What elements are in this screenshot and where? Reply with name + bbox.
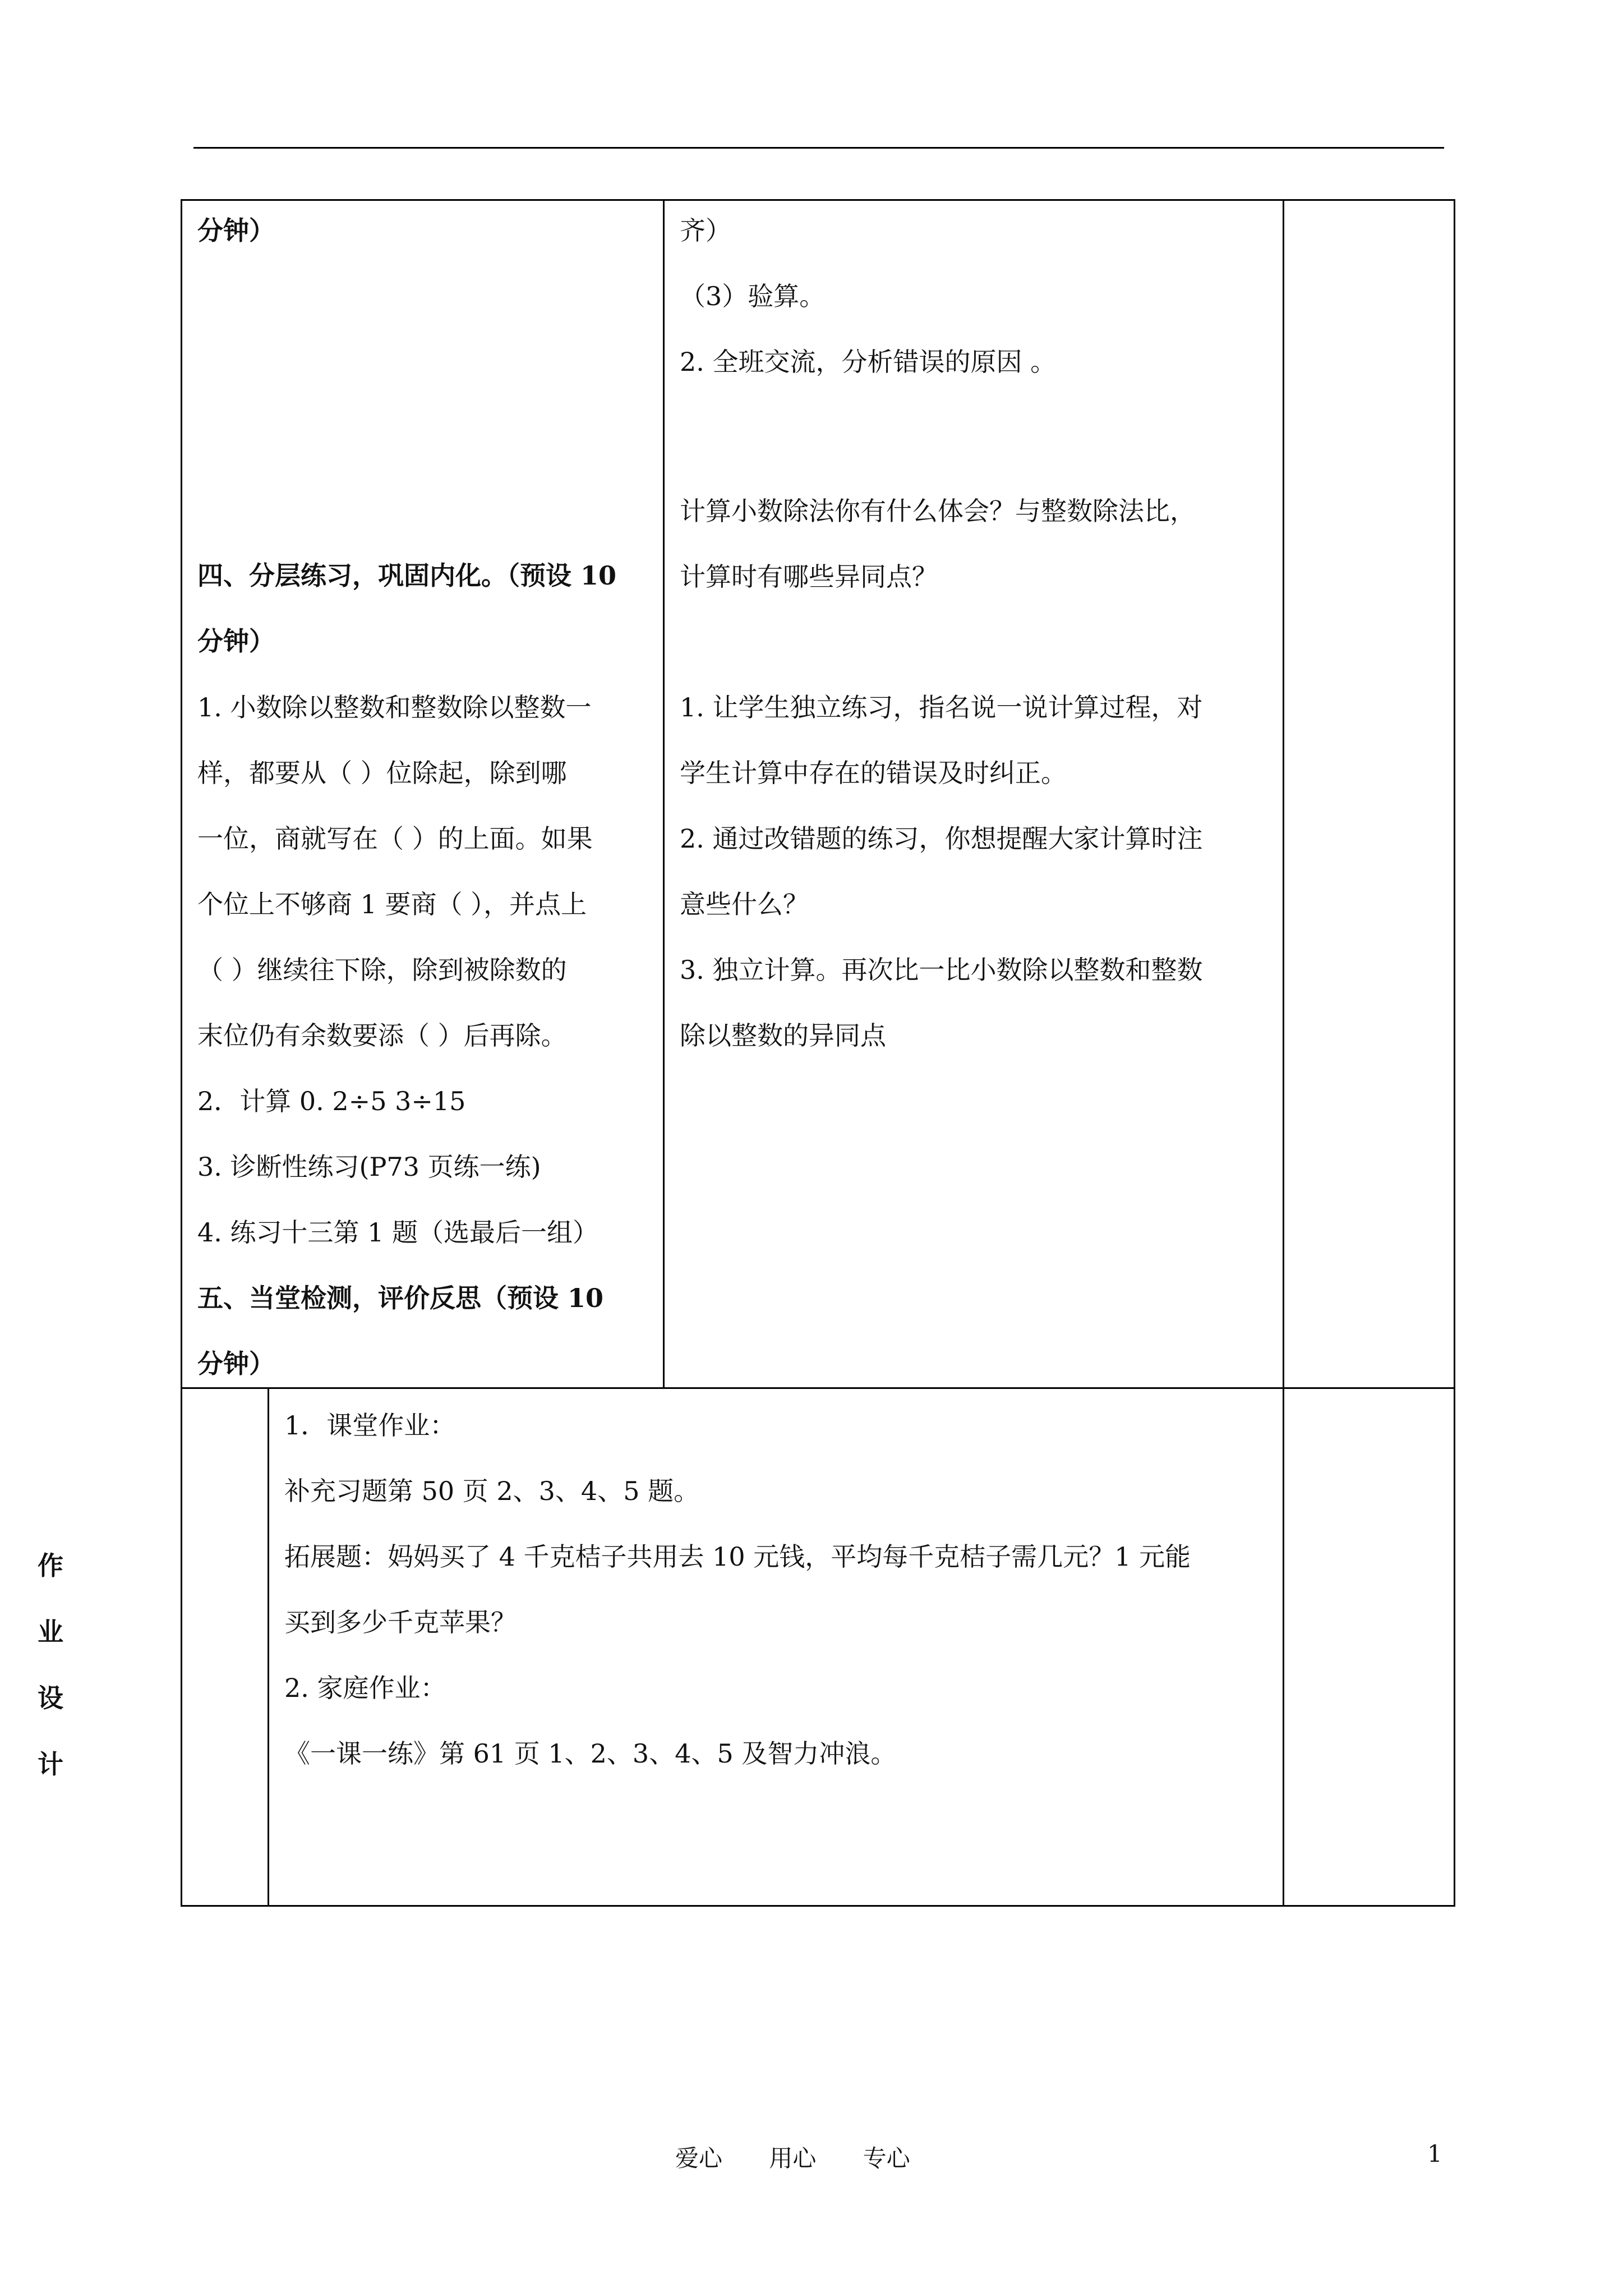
section4-heading-cont: 分钟） xyxy=(197,626,275,656)
homework-line-4: 买到多少千克苹果？ xyxy=(284,1607,517,1637)
page-number: 1 xyxy=(1427,2140,1442,2168)
exercise-1-line2: 样，都要从（ ）位除起，除到哪 xyxy=(197,758,567,788)
homework-line-5: 2. 家庭作业： xyxy=(284,1673,446,1703)
exercise-1-line3: 一位，商就写在（ ）的上面。如果 xyxy=(197,823,593,854)
mid-line-7: 学生计算中存在的错误及时纠正。 xyxy=(680,758,1067,788)
motto-word: 用心 xyxy=(769,2145,817,2172)
mid-line-11: 除以整数的异同点 xyxy=(680,1020,886,1051)
mid-line-10: 3. 独立计算。再次比一比小数除以整数和整数 xyxy=(680,955,1203,985)
exercise-4: 4. 练习十三第 1 题（选最后一组） xyxy=(197,1217,599,1248)
mid-line-9: 意些什么？ xyxy=(680,889,809,919)
motto-word: 专心 xyxy=(863,2145,910,2172)
label-char: 计 xyxy=(38,1749,63,1779)
table-border-bottom xyxy=(181,1905,1455,1907)
exercise-1-line1: 1. 小数除以整数和整数除以整数一 xyxy=(197,692,592,723)
footer-motto xyxy=(675,2140,949,2174)
label-char: 设 xyxy=(38,1683,63,1713)
mid-line-6: 1. 让学生独立练习，指名说一说计算过程，对 xyxy=(680,692,1203,723)
left-top-line: 分钟） xyxy=(197,215,275,246)
section5-heading-cont: 分钟） xyxy=(197,1349,275,1379)
homework-line-6: 《一课一练》第 61 页 1、2、3、4、5 及智力冲浪。 xyxy=(284,1738,897,1769)
motto-word: 爱心 xyxy=(675,2145,723,2172)
homework-line-2: 补充习题第 50 页 2、3、4、5 题。 xyxy=(284,1476,700,1506)
section5-heading: 五、当堂检测，评价反思（预设 10 xyxy=(197,1283,604,1313)
label-column-divider xyxy=(268,1387,269,1906)
column-divider-1 xyxy=(663,199,665,1388)
exercise-1-line6: 末位仍有余数要添（ ）后再除。 xyxy=(197,1020,567,1051)
label-char: 业 xyxy=(38,1617,63,1647)
homework-line-1: 1．课堂作业： xyxy=(284,1410,456,1441)
table-row-divider xyxy=(181,1387,1455,1389)
mid-line-5: 计算时有哪些异同点？ xyxy=(680,562,938,592)
exercise-3: 3. 诊断性练习(P73 页练一练) xyxy=(197,1152,541,1182)
table-border-left xyxy=(181,199,182,1907)
table-border-right xyxy=(1454,199,1455,1907)
exercise-2: 2．计算 0. 2÷5 3÷15 xyxy=(197,1086,466,1116)
homework-design-label xyxy=(31,1545,70,1810)
section4-heading: 四、分层练习，巩固内化。（预设 10 xyxy=(197,560,617,591)
exercise-1-line4: 个位上不够商 1 要商（ ），并点上 xyxy=(197,889,587,919)
mid-line-3: 2. 全班交流，分析错误的原因 。 xyxy=(680,347,1057,377)
table-border-top xyxy=(181,199,1455,201)
column-divider-2 xyxy=(1283,199,1284,1907)
mid-line-2: （3）验算。 xyxy=(680,281,826,311)
exercise-1-line5: （ ）继续往下除，除到被除数的 xyxy=(197,955,567,985)
label-char: 作 xyxy=(38,1550,63,1581)
mid-line-1: 齐） xyxy=(680,215,731,246)
header-rule xyxy=(193,147,1444,149)
homework-line-3: 拓展题：妈妈买了 4 千克桔子共用去 10 元钱，平均每千克桔子需几元？1 元能 xyxy=(284,1542,1191,1572)
lesson-table xyxy=(181,199,1455,1907)
mid-line-8: 2. 通过改错题的练习，你想提醒大家计算时注 xyxy=(680,823,1203,854)
mid-line-4: 计算小数除法你有什么体会？与整数除法比， xyxy=(680,496,1196,526)
